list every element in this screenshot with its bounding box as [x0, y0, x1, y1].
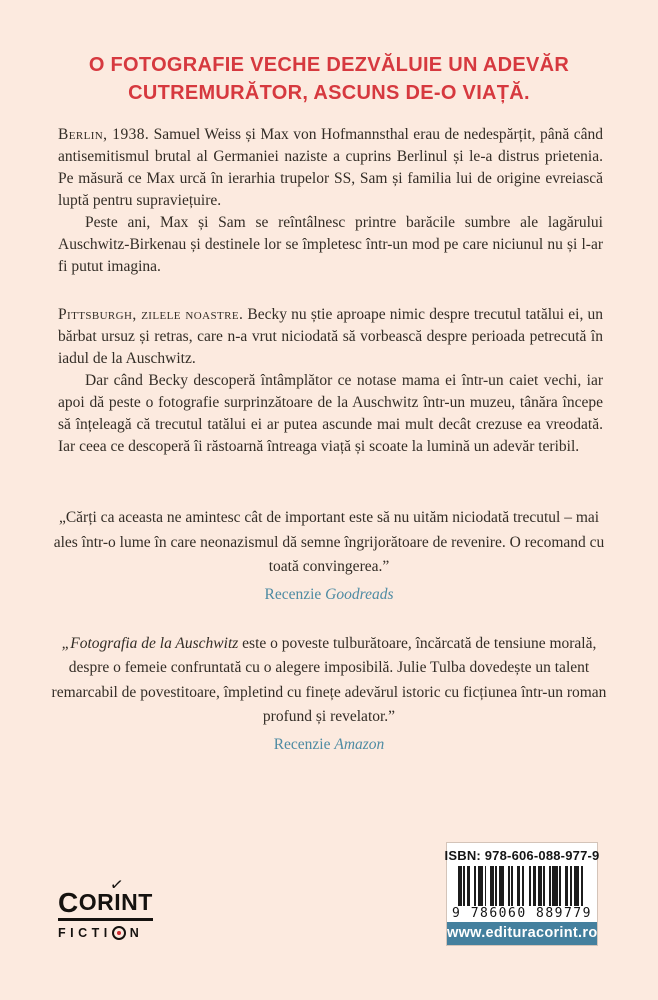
review-quote: [49, 632, 609, 730]
reviews: [0, 506, 658, 754]
review-source: [0, 736, 658, 754]
logo-letters-or: OR: [78, 889, 115, 915]
logo-letter-c: C: [58, 887, 79, 918]
review-quote: [49, 506, 609, 580]
synopsis: [58, 124, 603, 458]
setting-lead-berlin: Berlin, 1938.: [58, 126, 150, 143]
source-name: Amazon: [334, 735, 385, 753]
logo-letter-i-glyph: I: [114, 889, 122, 915]
source-label: Recenzie: [264, 585, 322, 603]
logo-letter-i: [109, 874, 126, 915]
publisher-logo: [58, 874, 153, 940]
barcode-block: [444, 843, 600, 945]
paragraph-text: Becky nu știe aproape nimic despre trecutul tatălui ei, un bărbat ursuz și retras, care n-a vrut niciodată să vorbească despre perioada petrecută în iadul de la Auschwitz.: [58, 306, 604, 367]
review-amazon: [0, 632, 658, 754]
fiction-letter-n: N: [129, 925, 144, 940]
barcode-digits: 9 786060 889779: [452, 906, 592, 921]
paragraph-text: Samuel Weiss și Max von Hofmannsthal erau de nedespărțit, până când antisemitismul brutal al Germaniei naziste a cuprins Berlinul și le-a distrus prietenia. Pe măsură ce Max urcă în ierarhia trupelor SS, Sam și familia lui de origine evreiască luptă pentru supraviețuire.: [58, 126, 603, 209]
headline: O FOTOGRAFIE VECHE DEZVĂLUIE UN ADEVĂR CUTREMURĂTOR, ASCUNS DE-O VIAȚĂ.: [88, 54, 570, 104]
check-icon: ✓: [109, 874, 126, 895]
barcode-bars: [458, 866, 586, 906]
synopsis-paragraph-reunion: [58, 212, 603, 278]
isbn-label: ISBN: 978-606-088-977-9: [444, 848, 600, 863]
source-name: Goodreads: [325, 585, 394, 603]
quoted-book-title: „Fotografia de la Auschwitz: [61, 634, 239, 652]
fiction-letters-left: FICTI: [58, 925, 112, 940]
synopsis-paragraph-pittsburgh: [58, 304, 603, 370]
synopsis-paragraph-discovery: [58, 370, 603, 458]
target-o-icon: [112, 926, 126, 940]
corint-wordmark: [58, 874, 153, 921]
review-source: [0, 586, 658, 604]
setting-lead-pittsburgh: Pittsburgh, zilele noastre.: [58, 306, 244, 323]
paragraph-text: Peste ani, Max și Sam se reîntâlnesc printre barăcile sumbre ale lagărului Auschwitz-Birkenau și destinele lor se împletesc într-un mod pe care niciunul nu și l-ar fi putut imagina.: [58, 214, 603, 275]
publisher-website: www.edituracorint.ro: [447, 922, 597, 945]
paragraph-text: Dar când Becky descoperă întâmplător ce notase mama ei într-un caiet vechi, iar apoi dă peste o fotografie surprinzătoare de la Auschwitz într-un muzeu, tânăra începe să înțeleagă că trecutul tatălui ei ar putea ascunde mai mult decât crezuse ea vreodată. Iar ceea ce descoperă îi răstoarnă întreaga viață și scoate la lumină un adevăr teribil.: [58, 372, 603, 455]
quote-text: este o poveste tulburătoare, încărcată de tensiune morală, despre o femeie confruntată cu o alegere imposibilă. Julie Tulba dovedește un talent remarcabil de povestitoare, împletind cu finețe adevărul istoric cu ficțiunea într-un roman profund și revelator.”: [51, 634, 607, 725]
quote-text: „Cărți ca aceasta ne amintesc cât de important este să nu uităm niciodată trecutul – mai ales într-o lume în care neonazismul dă semne îngrijorătoare de revenire. O recomand cu toată convingerea.”: [53, 509, 605, 575]
source-label: Recenzie: [273, 735, 331, 753]
synopsis-paragraph-berlin: [58, 124, 603, 212]
fiction-wordmark: [58, 926, 153, 940]
logo-letters-nt: NT: [121, 889, 153, 915]
review-goodreads: [0, 506, 658, 604]
